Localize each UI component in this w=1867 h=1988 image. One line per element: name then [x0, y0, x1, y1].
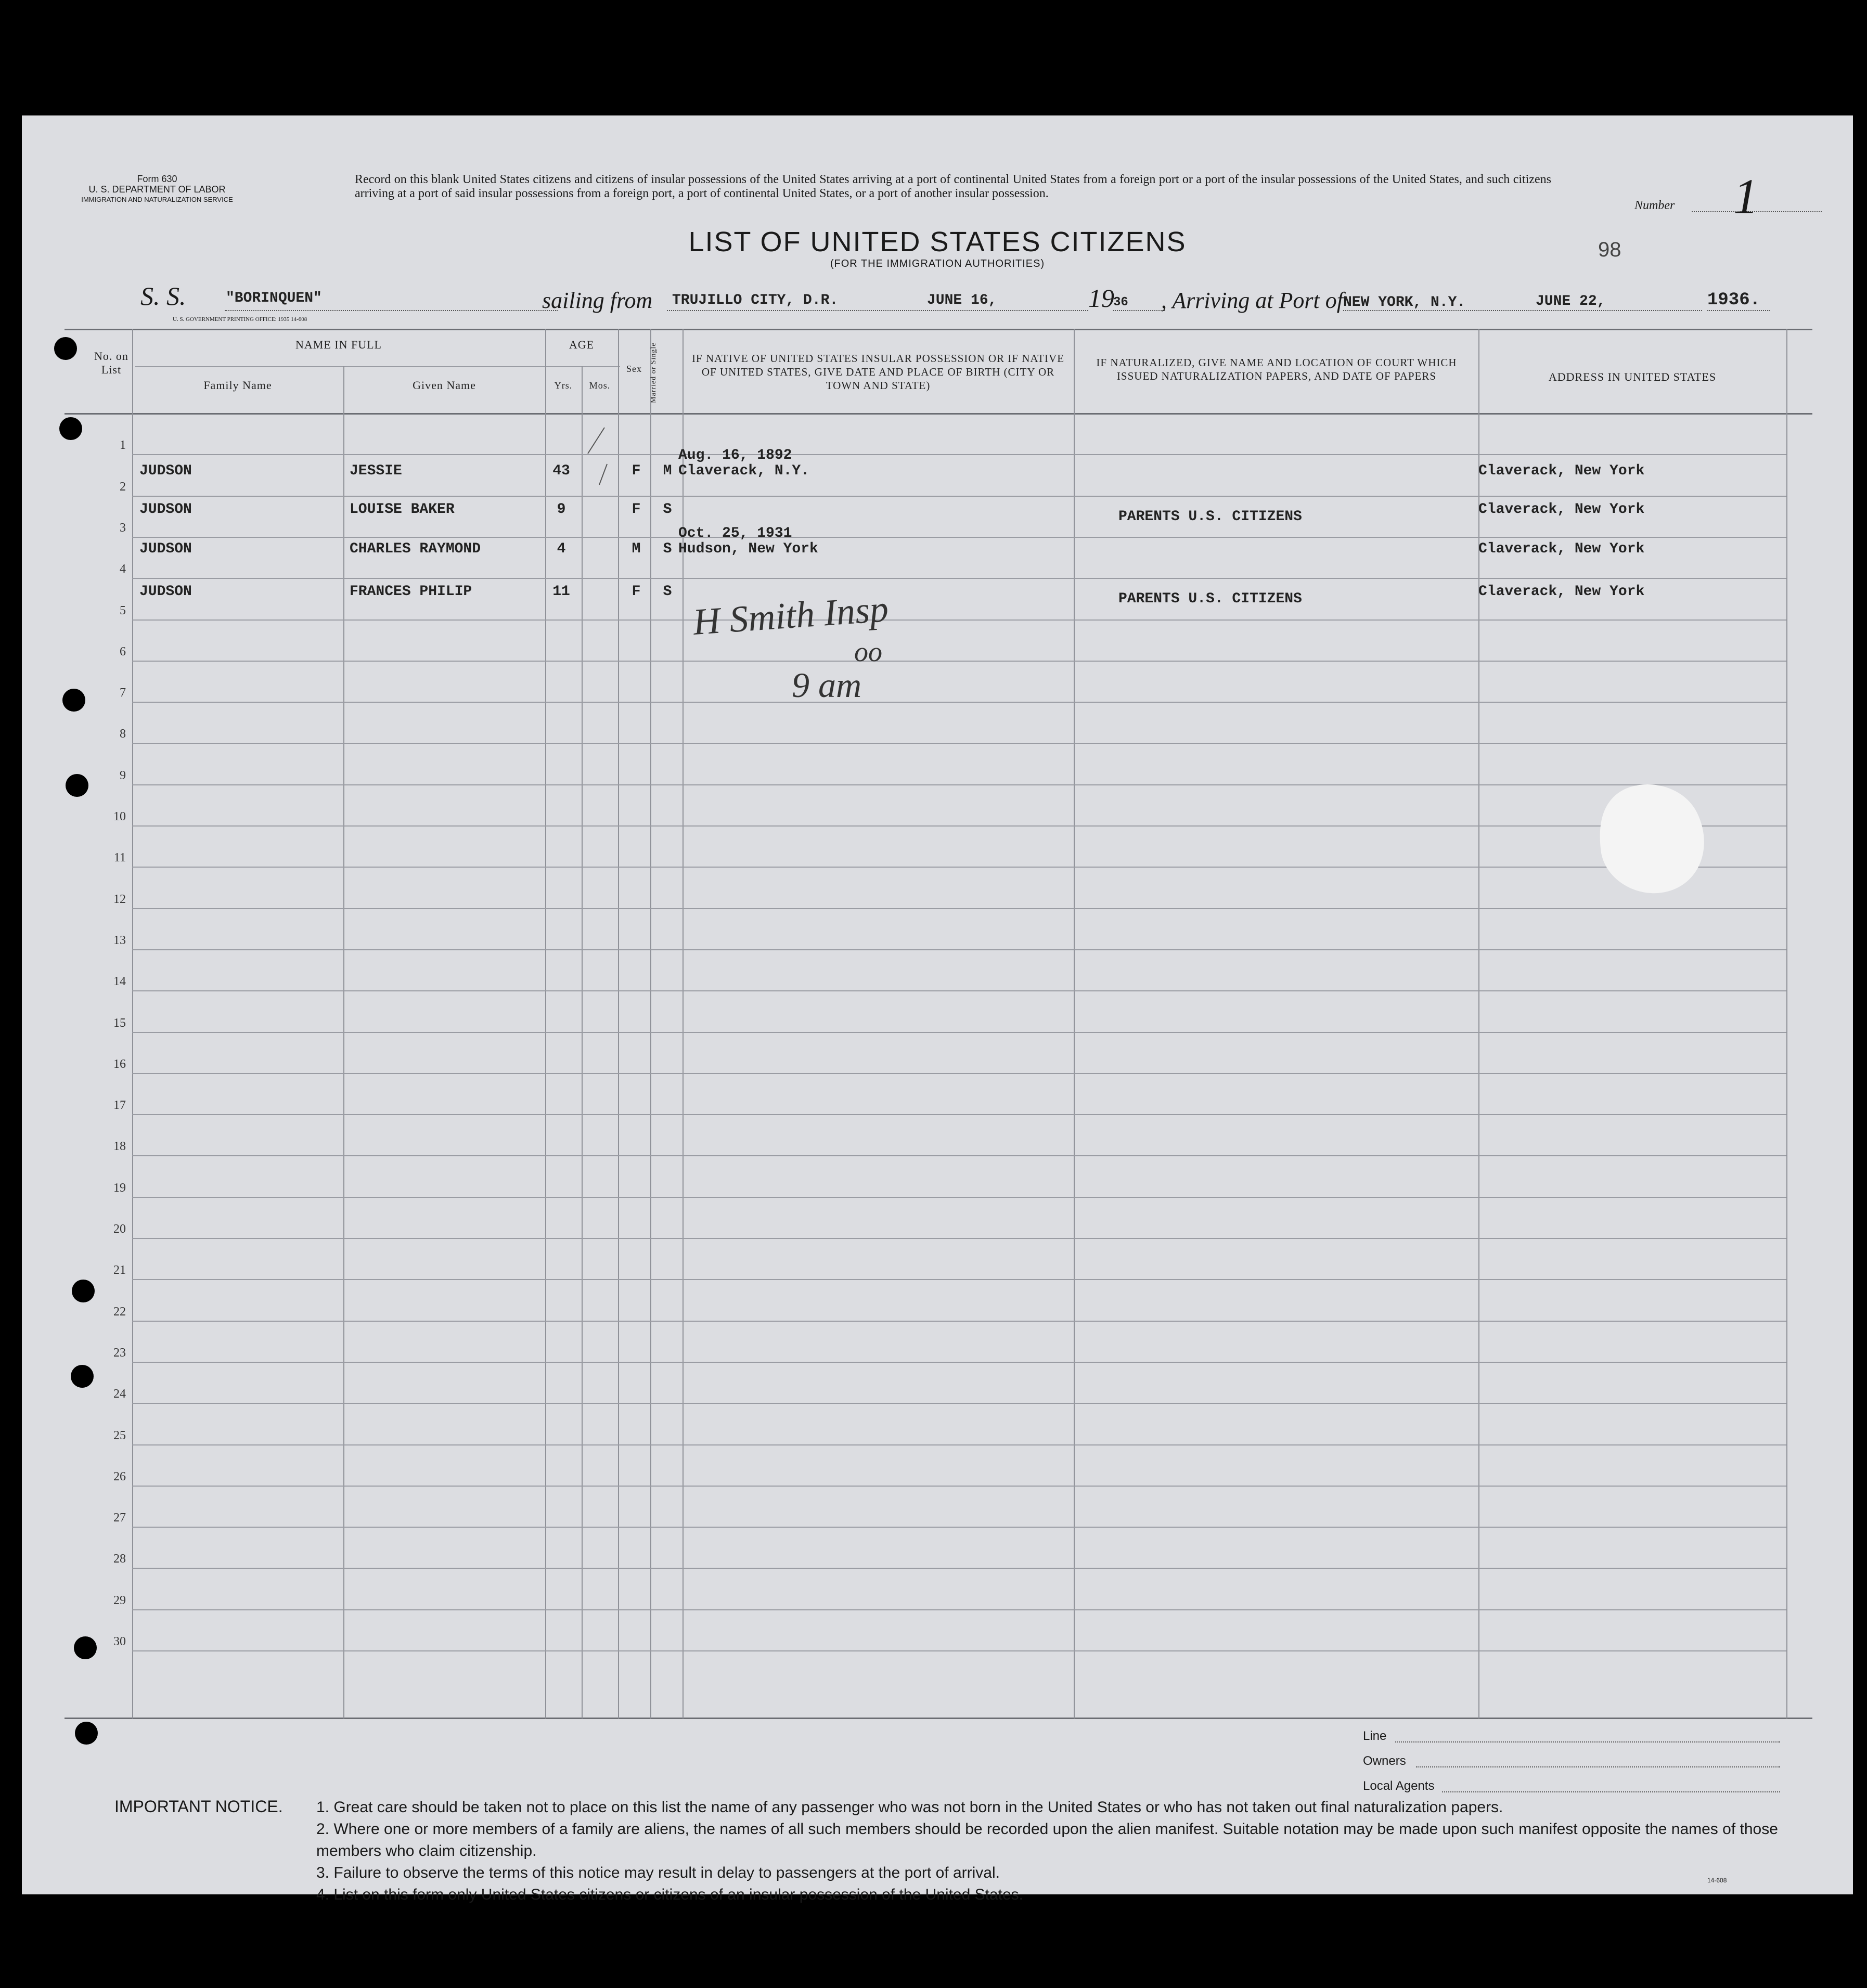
- col-header-mos: Mos.: [589, 380, 611, 391]
- year-line: [1113, 310, 1165, 311]
- page-subtitle: (FOR THE IMMIGRATION AUTHORITIES): [830, 258, 1045, 269]
- arriving-year-line: [1707, 310, 1770, 311]
- punch-hole: [75, 1722, 98, 1745]
- notice-title: IMPORTANT NOTICE.: [114, 1797, 283, 1816]
- row-number: 12: [113, 893, 126, 906]
- entry-given-name: FRANCES PHILIP: [350, 584, 472, 600]
- entry-sex: F: [632, 463, 641, 479]
- department: U. S. DEPARTMENT OF LABOR: [88, 184, 226, 195]
- row-number: 15: [113, 1016, 126, 1030]
- service: IMMIGRATION AND NATURALIZATION SERVICE: [81, 196, 233, 203]
- row-line: [132, 1568, 1786, 1569]
- col-header-sex: Sex: [626, 364, 642, 374]
- notice-item-1: 1. Great care should be taken not to place on this list the name of any passenger who was not born in the United States or who has not taken out final naturalization papers.: [316, 1799, 1503, 1816]
- row-line: [132, 908, 1786, 909]
- owners-field: [1416, 1766, 1780, 1767]
- row-line: [132, 1362, 1786, 1363]
- col-header-given: Given Name: [413, 379, 476, 392]
- row-line: [132, 1486, 1786, 1487]
- row-line: [132, 1155, 1786, 1156]
- table-header-border: [65, 413, 1812, 415]
- row-line: [132, 1403, 1786, 1404]
- arriving-year: 1936.: [1707, 290, 1761, 310]
- entry-address: Claverack, New York: [1478, 541, 1645, 557]
- sailing-line: [667, 310, 1088, 311]
- row-number: 14: [113, 975, 126, 988]
- entry-given-name: JESSIE: [350, 463, 402, 479]
- row-number: 29: [113, 1594, 126, 1607]
- entry-naturalization: PARENTS U.S. CITIZENS: [1118, 509, 1302, 525]
- paper-stain: [1593, 776, 1713, 901]
- entry-birth-date: Oct. 25, 1931: [678, 525, 792, 541]
- row-line: [132, 454, 1786, 455]
- row-number: 19: [113, 1181, 126, 1195]
- row-line: [132, 661, 1786, 662]
- handwritten-time: 9 am: [792, 665, 862, 705]
- entry-age-years: 11: [552, 584, 570, 600]
- form-label: [79, 174, 235, 205]
- row-number: 4: [120, 562, 126, 576]
- entry-family-name: JUDSON: [139, 584, 192, 600]
- owners-label: Owners: [1363, 1754, 1406, 1768]
- col-header-address: ADDRESS IN UNITED STATES: [1548, 370, 1717, 383]
- col-line: [1786, 329, 1787, 1719]
- handwritten-mark: oo: [854, 636, 882, 667]
- row-line: [132, 702, 1786, 703]
- punch-hole: [71, 1365, 94, 1388]
- instructions-text: Record on this blank United States citizens and citizens of insular possessions of the United States arriving at a port of continental United States from a foreign port or a port of the insular possessions of the United States, and such citizens arriving at a port of said insular possessions from a foreign port, a port of continental United States, or a port of another insular possession.: [355, 173, 1551, 200]
- row-line: [132, 1032, 1786, 1033]
- notice-item-3: 3. Failure to observe the terms of this notice may result in delay to passengers at the port of arrival.: [316, 1864, 1000, 1881]
- number-field-value: 1: [1733, 169, 1758, 224]
- entry-family-name: JUDSON: [139, 463, 192, 479]
- entry-birth-place: Claverack, N.Y.: [678, 463, 810, 479]
- agents-label: Local Agents: [1363, 1779, 1435, 1793]
- row-line: [132, 990, 1786, 991]
- row-number: 25: [113, 1429, 126, 1442]
- row-line: [132, 496, 1786, 497]
- col-header-name: NAME IN FULL: [295, 338, 382, 351]
- entry-family-name: JUDSON: [139, 501, 192, 518]
- sailing-year-prefix: 19: [1088, 283, 1114, 313]
- page-stamp: 98: [1598, 238, 1621, 261]
- col-line: [582, 366, 583, 1719]
- row-line: [132, 1650, 1786, 1651]
- form-code: 14-608: [1707, 1877, 1727, 1884]
- sailing-from-value: TRUJILLO CITY, D.R.: [672, 292, 839, 308]
- entry-marital-status: S: [663, 501, 672, 518]
- table-bottom-border: [65, 1718, 1812, 1719]
- row-number: 6: [120, 645, 126, 659]
- col-header-married: Married or Single: [650, 342, 658, 404]
- sailing-date: JUNE 16,: [927, 292, 997, 308]
- punch-hole: [54, 337, 77, 360]
- row-number: 16: [113, 1057, 126, 1071]
- notice-list: [316, 1797, 1809, 1906]
- row-line: [132, 825, 1786, 827]
- manifest-sheet: [22, 115, 1853, 1903]
- entry-address: Claverack, New York: [1478, 463, 1645, 479]
- entry-age-years: 9: [557, 501, 566, 518]
- entry-marital-status: M: [663, 463, 672, 479]
- col-header-native: IF NATIVE OF UNITED STATES INSULAR POSSESSION OR IF NATIVE OF UNITED STATES, GIVE DATE AND PLACE OF BIRTH (CITY OR TOWN AND STATE): [691, 352, 1065, 392]
- arriving-line: [1343, 310, 1702, 311]
- row-number: 27: [113, 1511, 126, 1525]
- row-line: [132, 1609, 1786, 1610]
- ss-label: S. S.: [140, 281, 186, 311]
- row-number: 20: [113, 1222, 126, 1236]
- check-marks: [584, 417, 646, 511]
- entry-age-years: 43: [552, 463, 570, 479]
- ship-name-line: [225, 310, 558, 311]
- row-line: [132, 1073, 1786, 1074]
- table-top-border: [65, 329, 1812, 330]
- entry-family-name: JUDSON: [139, 541, 192, 557]
- entry-marital-status: S: [663, 584, 672, 600]
- number-field-label: Number: [1634, 199, 1675, 212]
- ship-name: "BORINQUEN": [226, 290, 322, 306]
- age-subheader-line: [547, 366, 620, 367]
- row-number: 3: [120, 521, 126, 535]
- row-line: [132, 784, 1786, 785]
- col-header-naturalized: IF NATURALIZED, GIVE NAME AND LOCATION OF COURT WHICH ISSUED NATURALIZATION PAPERS, AND DATE OF PAPERS: [1096, 356, 1457, 382]
- row-number: 30: [113, 1635, 126, 1648]
- arriving-label: , Arriving at Port of: [1161, 288, 1343, 313]
- arriving-port: NEW YORK, N.Y.: [1343, 294, 1466, 311]
- entry-birth-date: Aug. 16, 1892: [678, 447, 792, 463]
- row-line: [132, 867, 1786, 868]
- row-line: [132, 537, 1786, 538]
- row-number: 13: [113, 934, 126, 947]
- row-line: [132, 619, 1786, 621]
- row-number: 5: [120, 604, 126, 617]
- punch-hole: [74, 1636, 97, 1659]
- handwritten-inspector: H Smith Insp: [691, 587, 890, 643]
- sailing-from-label: sailing from: [542, 288, 653, 313]
- punch-hole: [72, 1280, 95, 1302]
- entry-naturalization: PARENTS U.S. CITIZENS: [1118, 591, 1302, 607]
- row-number: 10: [113, 810, 126, 823]
- row-number: 24: [113, 1387, 126, 1401]
- sailing-year: 36: [1113, 295, 1128, 309]
- row-number: 28: [113, 1552, 126, 1566]
- entry-address: Claverack, New York: [1478, 584, 1645, 600]
- punch-hole: [66, 774, 88, 797]
- col-header-age: AGE: [569, 338, 595, 351]
- row-line: [132, 1114, 1786, 1115]
- row-number: 23: [113, 1346, 126, 1360]
- name-subheader-line: [135, 366, 583, 367]
- row-number: 1: [120, 438, 126, 452]
- row-number: 11: [113, 851, 126, 864]
- row-line: [132, 1197, 1786, 1198]
- row-line: [132, 1527, 1786, 1528]
- entry-age-years: 4: [557, 541, 566, 557]
- row-number: 26: [113, 1470, 126, 1483]
- row-number: 21: [113, 1263, 126, 1277]
- punch-hole: [59, 417, 82, 440]
- entry-birth-place: Hudson, New York: [678, 541, 818, 557]
- col-header-yrs: Yrs.: [554, 380, 573, 391]
- row-number: 17: [113, 1099, 126, 1112]
- line-label: Line: [1363, 1729, 1387, 1743]
- entry-sex: M: [632, 541, 641, 557]
- row-line: [132, 949, 1786, 950]
- entry-sex: F: [632, 501, 641, 518]
- row-number: 22: [113, 1305, 126, 1319]
- entry-sex: F: [632, 584, 641, 600]
- entry-address: Claverack, New York: [1478, 501, 1645, 518]
- row-number: 2: [120, 480, 126, 494]
- entry-given-name: LOUISE BAKER: [350, 501, 455, 518]
- notice-item-2: 2. Where one or more members of a family are aliens, the names of all such members should be recorded upon the alien manifest. Suitable notation may be made upon such manifest opposite the names of those members who claim citizenship.: [316, 1821, 1778, 1860]
- line-field: [1395, 1741, 1780, 1742]
- row-number: 7: [120, 686, 126, 700]
- row-line: [132, 1238, 1786, 1239]
- row-line: [132, 1444, 1786, 1445]
- entry-given-name: CHARLES RAYMOND: [350, 541, 481, 557]
- row-number: 8: [120, 727, 126, 741]
- entry-marital-status: S: [663, 541, 672, 557]
- col-header-family: Family Name: [203, 379, 272, 392]
- form-number: Form 630: [137, 174, 177, 184]
- col-header-no: No. on List: [94, 350, 128, 376]
- row-number: 18: [113, 1140, 126, 1153]
- punch-hole: [62, 689, 85, 712]
- agents-field: [1442, 1791, 1780, 1792]
- notice-item-4: 4. List on this form only United States citizens or citizens of an insular possession of the United States.: [316, 1886, 1024, 1903]
- arriving-date: JUNE 22,: [1536, 293, 1606, 309]
- row-line: [132, 1321, 1786, 1322]
- col-line: [343, 366, 344, 1719]
- row-number: 9: [120, 769, 126, 782]
- printing-note: U. S. GOVERNMENT PRINTING OFFICE: 1935 14-608: [173, 316, 307, 322]
- row-line: [132, 743, 1786, 744]
- page-title: LIST OF UNITED STATES CITIZENS: [688, 226, 1187, 257]
- row-line: [132, 578, 1786, 579]
- row-line: [132, 1279, 1786, 1280]
